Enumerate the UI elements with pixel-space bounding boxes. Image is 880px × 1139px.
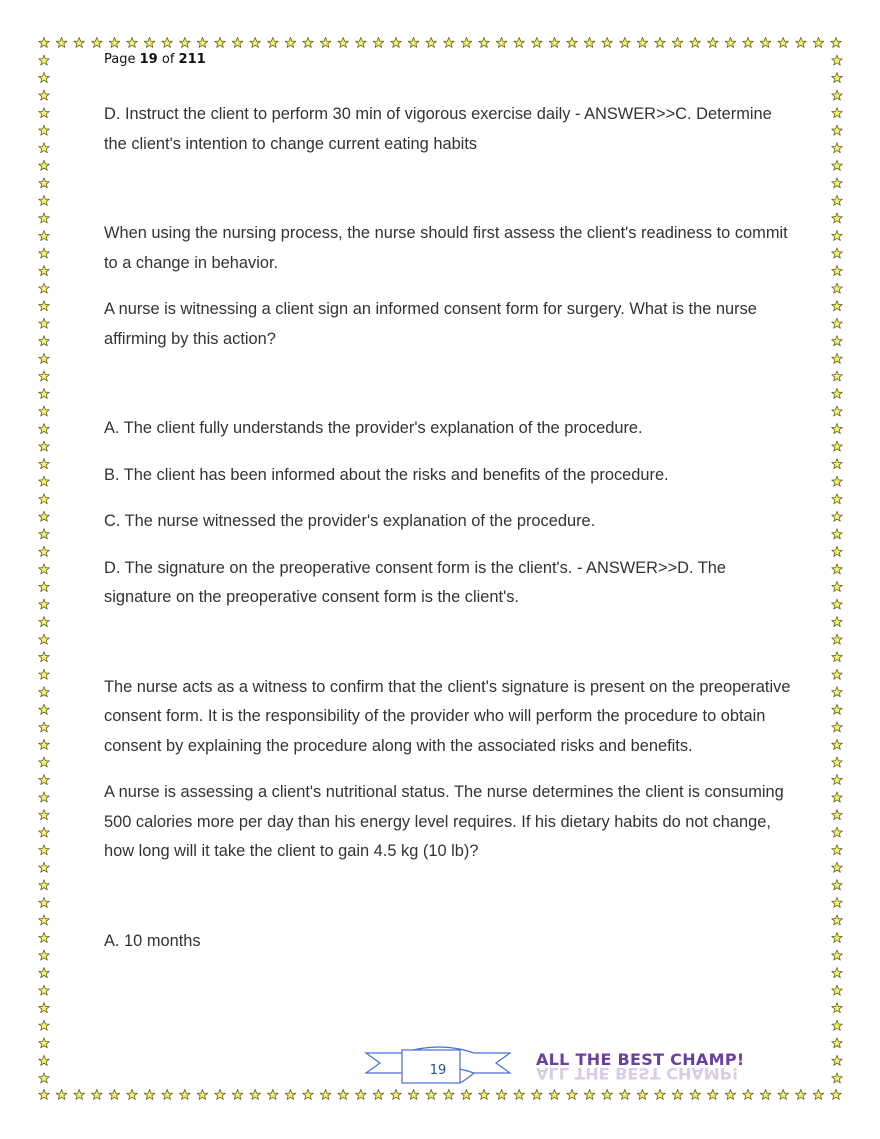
star-icon xyxy=(39,950,50,960)
star-icon xyxy=(832,476,843,486)
star-icon xyxy=(39,90,50,100)
option-d-with-answer: D. The signature on the preoperative consent form is the client's. - ANSWER>>D. The signature on the preoperative consent form is the client's. xyxy=(104,558,727,606)
star-icon xyxy=(760,1089,771,1099)
star-icon xyxy=(655,1089,666,1099)
star-icon xyxy=(832,932,843,942)
star-icon xyxy=(92,1089,103,1099)
star-icon xyxy=(832,704,843,714)
star-icon xyxy=(39,73,50,83)
total-page-count: 211 xyxy=(178,52,206,67)
star-icon xyxy=(250,37,261,47)
star-icon xyxy=(444,37,455,47)
star-icon xyxy=(356,37,367,47)
star-icon xyxy=(39,459,50,469)
star-icon xyxy=(39,353,50,363)
star-icon xyxy=(408,37,419,47)
star-icon xyxy=(532,1089,543,1099)
star-icon xyxy=(232,37,243,47)
star-icon xyxy=(690,1089,701,1099)
star-icon xyxy=(303,1089,314,1099)
star-icon xyxy=(39,985,50,995)
star-icon xyxy=(832,617,843,627)
star-icon xyxy=(373,37,384,47)
question-paragraph: A nurse is witnessing a client sign an informed consent form for surgery. What is the nurse affirming by this action? xyxy=(104,300,757,348)
star-icon xyxy=(39,581,50,591)
star-icon xyxy=(832,195,843,205)
option-c: C. The nurse witnessed the provider's explanation of the procedure. xyxy=(104,512,596,530)
star-icon xyxy=(39,564,50,574)
star-icon xyxy=(708,1089,719,1099)
star-icon xyxy=(690,37,701,47)
star-icon xyxy=(832,1003,843,1013)
star-icon xyxy=(109,1089,120,1099)
footer-page-number: 19 xyxy=(429,1063,447,1078)
star-icon xyxy=(39,388,50,398)
star-icon xyxy=(549,37,560,47)
option-a: A. The client fully understands the provider's explanation of the procedure. xyxy=(104,419,643,437)
star-icon xyxy=(338,1089,349,1099)
star-icon xyxy=(796,1089,807,1099)
star-icon xyxy=(39,775,50,785)
star-icon xyxy=(708,37,719,47)
star-icon xyxy=(461,37,472,47)
star-icon xyxy=(391,1089,402,1099)
star-icon xyxy=(832,880,843,890)
star-icon xyxy=(832,90,843,100)
star-icon xyxy=(39,37,50,47)
star-icon xyxy=(831,1089,842,1099)
star-icon xyxy=(832,722,843,732)
star-icon xyxy=(832,757,843,767)
star-icon xyxy=(832,230,843,240)
star-icon xyxy=(832,143,843,153)
star-icon xyxy=(39,494,50,504)
star-icon xyxy=(250,1089,261,1099)
star-icon xyxy=(39,424,50,434)
star-icon xyxy=(832,441,843,451)
star-icon xyxy=(832,810,843,820)
star-icon xyxy=(285,37,296,47)
star-icon xyxy=(796,37,807,47)
star-icon xyxy=(832,687,843,697)
star-icon xyxy=(832,529,843,539)
star-icon xyxy=(832,248,843,258)
star-icon xyxy=(56,1089,67,1099)
document-body xyxy=(104,100,794,956)
star-icon xyxy=(162,37,173,47)
star-icon xyxy=(584,1089,595,1099)
star-icon xyxy=(144,37,155,47)
star-icon xyxy=(39,704,50,714)
page-header xyxy=(104,52,206,67)
star-icon xyxy=(39,108,50,118)
star-icon xyxy=(144,1089,155,1099)
star-icon xyxy=(832,388,843,398)
star-icon xyxy=(268,1089,279,1099)
star-icon xyxy=(743,1089,754,1099)
star-icon xyxy=(39,897,50,907)
star-icon xyxy=(602,37,613,47)
star-icon xyxy=(338,37,349,47)
star-icon xyxy=(39,476,50,486)
star-icon xyxy=(620,1089,631,1099)
star-icon xyxy=(813,1089,824,1099)
star-icon xyxy=(39,687,50,697)
star-icon xyxy=(743,37,754,47)
star-icon xyxy=(162,1089,173,1099)
star-icon xyxy=(39,301,50,311)
star-icon xyxy=(39,599,50,609)
star-icon xyxy=(39,634,50,644)
star-icon xyxy=(832,845,843,855)
star-icon xyxy=(832,792,843,802)
star-icon xyxy=(39,968,50,978)
star-icon xyxy=(180,37,191,47)
star-icon xyxy=(832,178,843,188)
star-icon xyxy=(832,511,843,521)
star-icon xyxy=(39,1038,50,1048)
star-icon xyxy=(39,722,50,732)
star-icon xyxy=(39,55,50,65)
star-icon xyxy=(268,37,279,47)
star-icon xyxy=(39,143,50,153)
star-icon xyxy=(832,125,843,135)
star-icon xyxy=(832,827,843,837)
rationale-paragraph: The nurse acts as a witness to confirm that the client's signature is present on the preoperative consent form. It is the responsibility of the provider who will perform the procedure to obtain consent by explaining the procedure along with the associated risks and benefits. xyxy=(104,677,791,755)
star-icon xyxy=(832,546,843,556)
star-icon xyxy=(180,1089,191,1099)
star-icon xyxy=(92,37,103,47)
star-icon xyxy=(109,37,120,47)
star-icon xyxy=(514,37,525,47)
star-icon xyxy=(832,581,843,591)
star-icon xyxy=(832,283,843,293)
star-icon xyxy=(320,37,331,47)
star-icon xyxy=(832,494,843,504)
star-icon xyxy=(813,37,824,47)
star-icon xyxy=(285,1089,296,1099)
star-icon xyxy=(602,1089,613,1099)
star-icon xyxy=(39,845,50,855)
star-icon xyxy=(831,37,842,47)
star-icon xyxy=(832,634,843,644)
star-icon xyxy=(39,511,50,521)
star-icon xyxy=(514,1089,525,1099)
star-icon xyxy=(832,985,843,995)
star-icon xyxy=(39,1003,50,1013)
star-icon xyxy=(39,1020,50,1030)
star-icon xyxy=(39,371,50,381)
star-icon xyxy=(74,1089,85,1099)
star-icon xyxy=(832,371,843,381)
star-icon xyxy=(725,37,736,47)
star-icon xyxy=(832,160,843,170)
star-icon xyxy=(479,37,490,47)
star-icon xyxy=(39,915,50,925)
star-icon xyxy=(637,1089,648,1099)
star-icon xyxy=(39,213,50,223)
star-icon xyxy=(39,757,50,767)
star-icon xyxy=(832,459,843,469)
star-icon xyxy=(39,617,50,627)
star-icon xyxy=(655,37,666,47)
star-icon xyxy=(832,862,843,872)
star-icon xyxy=(426,1089,437,1099)
star-icon xyxy=(39,125,50,135)
star-icon xyxy=(832,353,843,363)
slogan-text: ALL THE BEST CHAMP! xyxy=(536,1050,745,1069)
star-icon xyxy=(39,406,50,416)
star-icon xyxy=(567,1089,578,1099)
star-icon xyxy=(832,266,843,276)
star-icon xyxy=(832,599,843,609)
star-icon xyxy=(672,37,683,47)
rationale-paragraph: When using the nursing process, the nurse should first assess the client's readiness to commit to a change in behavior. xyxy=(104,224,788,272)
star-icon xyxy=(832,1073,843,1083)
star-icon xyxy=(39,669,50,679)
star-icon xyxy=(127,37,138,47)
star-icon xyxy=(39,880,50,890)
star-icon xyxy=(408,1089,419,1099)
star-icon xyxy=(832,1020,843,1030)
star-icon xyxy=(832,424,843,434)
star-icon xyxy=(496,1089,507,1099)
star-icon xyxy=(39,1055,50,1065)
star-icon xyxy=(832,739,843,749)
star-icon xyxy=(479,1089,490,1099)
star-icon xyxy=(461,1089,472,1099)
star-icon xyxy=(725,1089,736,1099)
star-icon xyxy=(39,862,50,872)
star-icon xyxy=(832,915,843,925)
star-icon xyxy=(39,792,50,802)
star-icon xyxy=(39,318,50,328)
star-icon xyxy=(832,318,843,328)
star-icon xyxy=(637,37,648,47)
star-icon xyxy=(832,564,843,574)
star-icon xyxy=(760,37,771,47)
star-icon xyxy=(56,37,67,47)
star-icon xyxy=(832,406,843,416)
page-label: Page xyxy=(104,52,136,67)
star-icon xyxy=(778,1089,789,1099)
star-icon xyxy=(356,1089,367,1099)
star-icon xyxy=(39,160,50,170)
star-icon xyxy=(39,739,50,749)
star-icon xyxy=(127,1089,138,1099)
star-icon xyxy=(320,1089,331,1099)
star-icon xyxy=(426,37,437,47)
option-b: B. The client has been informed about the risks and benefits of the procedure. xyxy=(104,465,669,484)
star-icon xyxy=(39,230,50,240)
star-icon xyxy=(778,37,789,47)
star-icon xyxy=(584,37,595,47)
star-icon xyxy=(39,1073,50,1083)
star-icon xyxy=(832,301,843,311)
star-icon xyxy=(373,1089,384,1099)
star-icon xyxy=(832,73,843,83)
star-icon xyxy=(39,810,50,820)
question-paragraph: A nurse is assessing a client's nutritional status. The nurse determines the client is consuming 500 calories more per day than his energy level requires. If his dietary habits do not change, how long will it take the client to gain 4.5 kg (10 lb)? xyxy=(104,783,784,860)
star-icon xyxy=(832,213,843,223)
star-icon xyxy=(832,897,843,907)
star-icon xyxy=(39,248,50,258)
star-icon xyxy=(39,652,50,662)
star-icon xyxy=(832,55,843,65)
star-icon xyxy=(832,968,843,978)
star-icon xyxy=(215,37,226,47)
footer-slogan xyxy=(536,1048,745,1088)
star-icon xyxy=(444,1089,455,1099)
star-icon xyxy=(620,37,631,47)
star-icon xyxy=(832,1038,843,1048)
star-icon xyxy=(39,546,50,556)
star-icon xyxy=(39,195,50,205)
star-icon xyxy=(832,652,843,662)
star-icon xyxy=(832,950,843,960)
star-icon xyxy=(39,283,50,293)
slogan-reflection: ALL THE BEST CHAMP! xyxy=(536,1064,739,1083)
star-icon xyxy=(39,932,50,942)
option-a: A. 10 months xyxy=(104,931,201,950)
star-icon xyxy=(197,1089,208,1099)
answer-option-d-and-answer: D. Instruct the client to perform 30 min of vigorous exercise daily - ANSWER>>C. Determine the client's intention to change current eating habits xyxy=(104,105,772,153)
star-icon xyxy=(303,37,314,47)
star-icon xyxy=(672,1089,683,1099)
star-icon xyxy=(532,37,543,47)
star-icon xyxy=(197,37,208,47)
star-icon xyxy=(232,1089,243,1099)
star-icon xyxy=(39,266,50,276)
star-icon xyxy=(39,336,50,346)
star-icon xyxy=(832,775,843,785)
star-icon xyxy=(832,1055,843,1065)
star-icon xyxy=(39,441,50,451)
current-page-number: 19 xyxy=(139,52,158,67)
star-icon xyxy=(39,178,50,188)
star-icon xyxy=(215,1089,226,1099)
star-icon xyxy=(391,37,402,47)
star-icon xyxy=(832,336,843,346)
star-icon xyxy=(832,669,843,679)
star-icon xyxy=(496,37,507,47)
star-icon xyxy=(39,529,50,539)
star-icon xyxy=(39,827,50,837)
star-icon xyxy=(74,37,85,47)
star-icon xyxy=(549,1089,560,1099)
star-icon xyxy=(39,1089,50,1099)
page-of-label: of xyxy=(161,52,175,67)
star-icon xyxy=(832,108,843,118)
star-icon xyxy=(567,37,578,47)
